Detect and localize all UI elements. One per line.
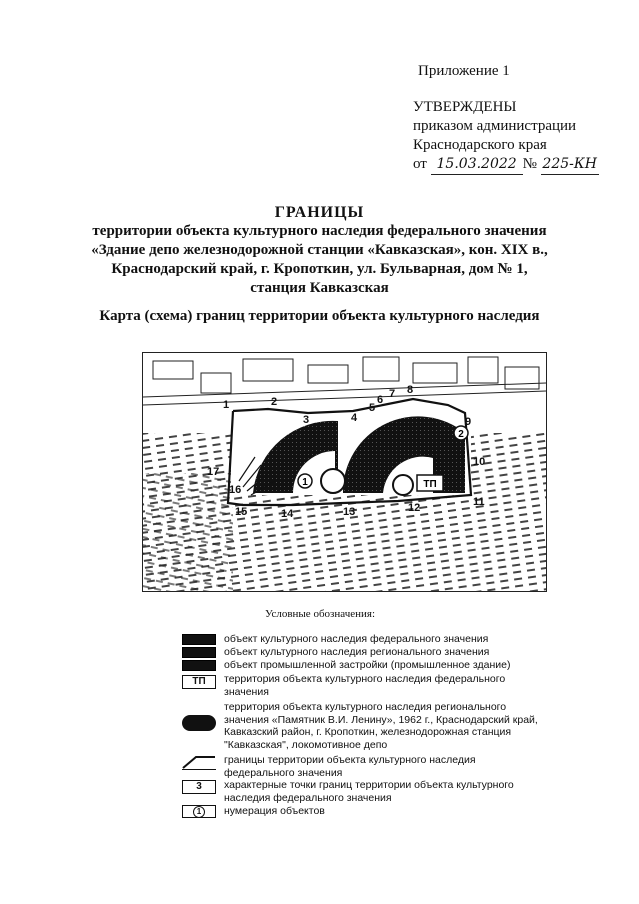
legend-points-symbol: 3 xyxy=(182,780,216,794)
map-drawing xyxy=(143,353,546,591)
map-point-13: 13 xyxy=(343,506,356,518)
map-point-4: 4 xyxy=(351,412,358,424)
approved-title: УТВЕРЖДЕНЫ xyxy=(413,99,517,115)
title-line-1: территории объекта культурного наследия федерального значения xyxy=(92,223,547,239)
legend-title: Условные обозначения: xyxy=(265,608,376,620)
title-heading: ГРАНИЦЫ xyxy=(274,204,365,221)
approved-line-2: Краснодарского края xyxy=(413,137,547,153)
title-line-4: станция Кавказская xyxy=(250,280,389,296)
map-point-8: 8 xyxy=(407,384,414,396)
document-title xyxy=(60,203,579,298)
legend-item-text: границы территории объекта культурного наследия федерального значения xyxy=(224,754,476,779)
legend-item-text: нумерация объектов xyxy=(224,805,325,817)
map-point-10: 10 xyxy=(473,456,486,468)
legend-item-text: объект культурного наследия регионального значения xyxy=(224,646,490,658)
map-point-9: 9 xyxy=(465,416,472,428)
map-title: Карта (схема) границ территории объекта культурного наследия xyxy=(99,308,540,324)
map-point-3: 3 xyxy=(303,414,310,426)
approval-block xyxy=(413,98,599,175)
map-point-17: 17 xyxy=(207,466,220,478)
map-point-5: 5 xyxy=(369,402,376,414)
date-prefix: от xyxy=(413,156,427,172)
legend-numbering-symbol xyxy=(182,805,216,818)
legend-item-text: объект культурного наследия федерального значения xyxy=(224,633,489,645)
map-point-1: 1 xyxy=(223,399,230,411)
title-line-2: «Здание депо железнодорожной станции «Кавказская», кон. XIX в., xyxy=(91,242,548,258)
map-point-14: 14 xyxy=(281,508,294,520)
date-value: 15.03.2022 xyxy=(431,155,523,175)
legend-item-text: характерные точки границ территории объекта культурного наследия федерального значения xyxy=(224,779,514,804)
legend-federal-symbol xyxy=(182,634,216,645)
map-point-7: 7 xyxy=(389,388,396,400)
legend-boundary-symbol xyxy=(182,754,216,770)
legend-item-text: объект промышленной застройки (промышленное здание) xyxy=(224,659,511,671)
map-point-6: 6 xyxy=(377,394,384,406)
legend-item-text: территория объекта культурного наследия регионального значения «Памятник В.И. Ленину», 1962 г., Краснодарский край, Кавказский район, г. Кропоткин, железнодорожная станция "Кавказская", локомотивное депо xyxy=(224,701,538,751)
map-point-15: 15 xyxy=(235,506,248,518)
legend-numbering-glyph: 1 xyxy=(193,806,205,818)
number-value: 225-КН xyxy=(541,155,599,175)
date-number-line xyxy=(413,155,599,175)
map-point-2: 2 xyxy=(271,396,278,408)
map-point-11: 11 xyxy=(473,496,485,508)
appendix-label: Приложение 1 xyxy=(418,63,510,79)
legend-item-text: территория объекта культурного наследия федерального значения xyxy=(224,673,506,698)
legend-tp-symbol: ТП xyxy=(182,675,216,689)
map-object-number-2: 2 xyxy=(458,429,464,440)
map-point-16: 16 xyxy=(229,484,242,496)
approved-line-1: приказом администрации xyxy=(413,118,577,134)
legend-lenin-symbol xyxy=(182,715,216,731)
boundary-map xyxy=(142,352,547,592)
legend-industrial-symbol xyxy=(182,660,216,671)
number-sign: № xyxy=(522,156,537,172)
map-point-12: 12 xyxy=(408,502,421,514)
title-line-3: Краснодарский край, г. Кропоткин, ул. Бульварная, дом № 1, xyxy=(111,261,528,277)
legend-regional-symbol xyxy=(182,647,216,658)
map-tp-label: ТП xyxy=(423,479,437,490)
map-object-number-1: 1 xyxy=(302,477,308,488)
